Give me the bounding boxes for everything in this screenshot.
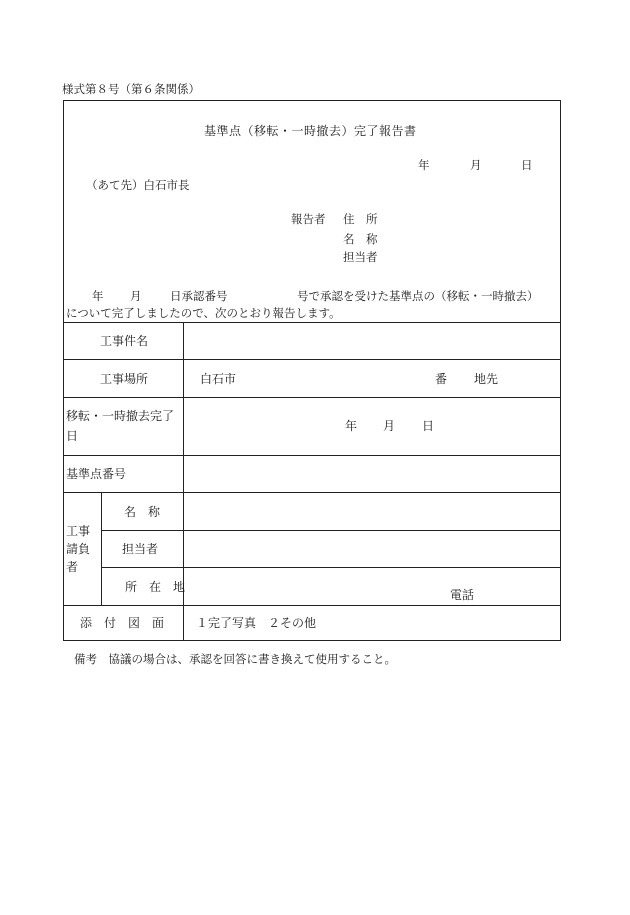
statement-line2: について完了しましたので、次のとおり報告します。 [66,306,341,320]
reporter-person-label: 担当者 [343,250,378,264]
form-title: 基準点（移転・一時撤去）完了報告書 [204,124,417,138]
row-divider [63,492,561,493]
statement-year: 年 [92,289,104,303]
contractor-column-divider [101,492,102,605]
location-chisaki: 地先 [474,372,499,386]
row-divider [63,359,561,360]
form-number-label: 様式第８号（第６条関係） [62,82,200,96]
location-ban: 番 [435,372,448,386]
completion-date-label-line2: 日 [66,429,79,443]
addressee: （あて先）白石市長 [86,178,190,192]
contractor-label-line1: 工事 [66,524,91,538]
completion-day: 日 [422,419,435,433]
phone-label: 電話 [450,588,475,602]
completion-year: 年 [345,419,358,433]
contractor-name-label: 名 称 [124,505,161,519]
reporter-label: 報告者 [291,212,326,226]
remarks: 備考 協議の場合は、承認を回答に書き換えて使用すること。 [74,652,396,666]
row-divider [63,605,561,606]
contractor-person-label: 担当者 [122,542,159,556]
contractor-label-line2: 請負 [66,542,91,556]
contractor-label-line3: 者 [66,560,79,574]
completion-month: 月 [383,419,396,433]
row-divider [101,567,561,568]
table-top-border [63,322,561,323]
location-label: 工事場所 [100,372,149,386]
attachments-value: １完了写真 ２その他 [196,616,317,630]
attachments-label: 添 付 図 面 [80,616,165,630]
benchmark-number-label: 基準点番号 [66,467,127,481]
contractor-address-label: 所 在 地 [125,580,186,594]
statement-month: 月 [130,289,142,303]
row-divider [101,530,561,531]
completion-date-label-line1: 移転・一時撤去完了 [66,409,175,423]
row-divider [63,455,561,456]
date-day-label: 日 [521,158,533,172]
project-name-label: 工事件名 [100,334,149,348]
statement-after-no: 号で承認を受けた基準点の（移転・一時撤去） [297,289,539,303]
date-month-label: 月 [470,158,482,172]
location-city: 白石市 [200,372,237,386]
row-divider [63,397,561,398]
reporter-name-label: 名 称 [343,232,378,246]
reporter-address-label: 住 所 [343,212,378,226]
date-year-label: 年 [418,158,430,172]
statement-approval-no: 日承認番号 [170,289,228,303]
